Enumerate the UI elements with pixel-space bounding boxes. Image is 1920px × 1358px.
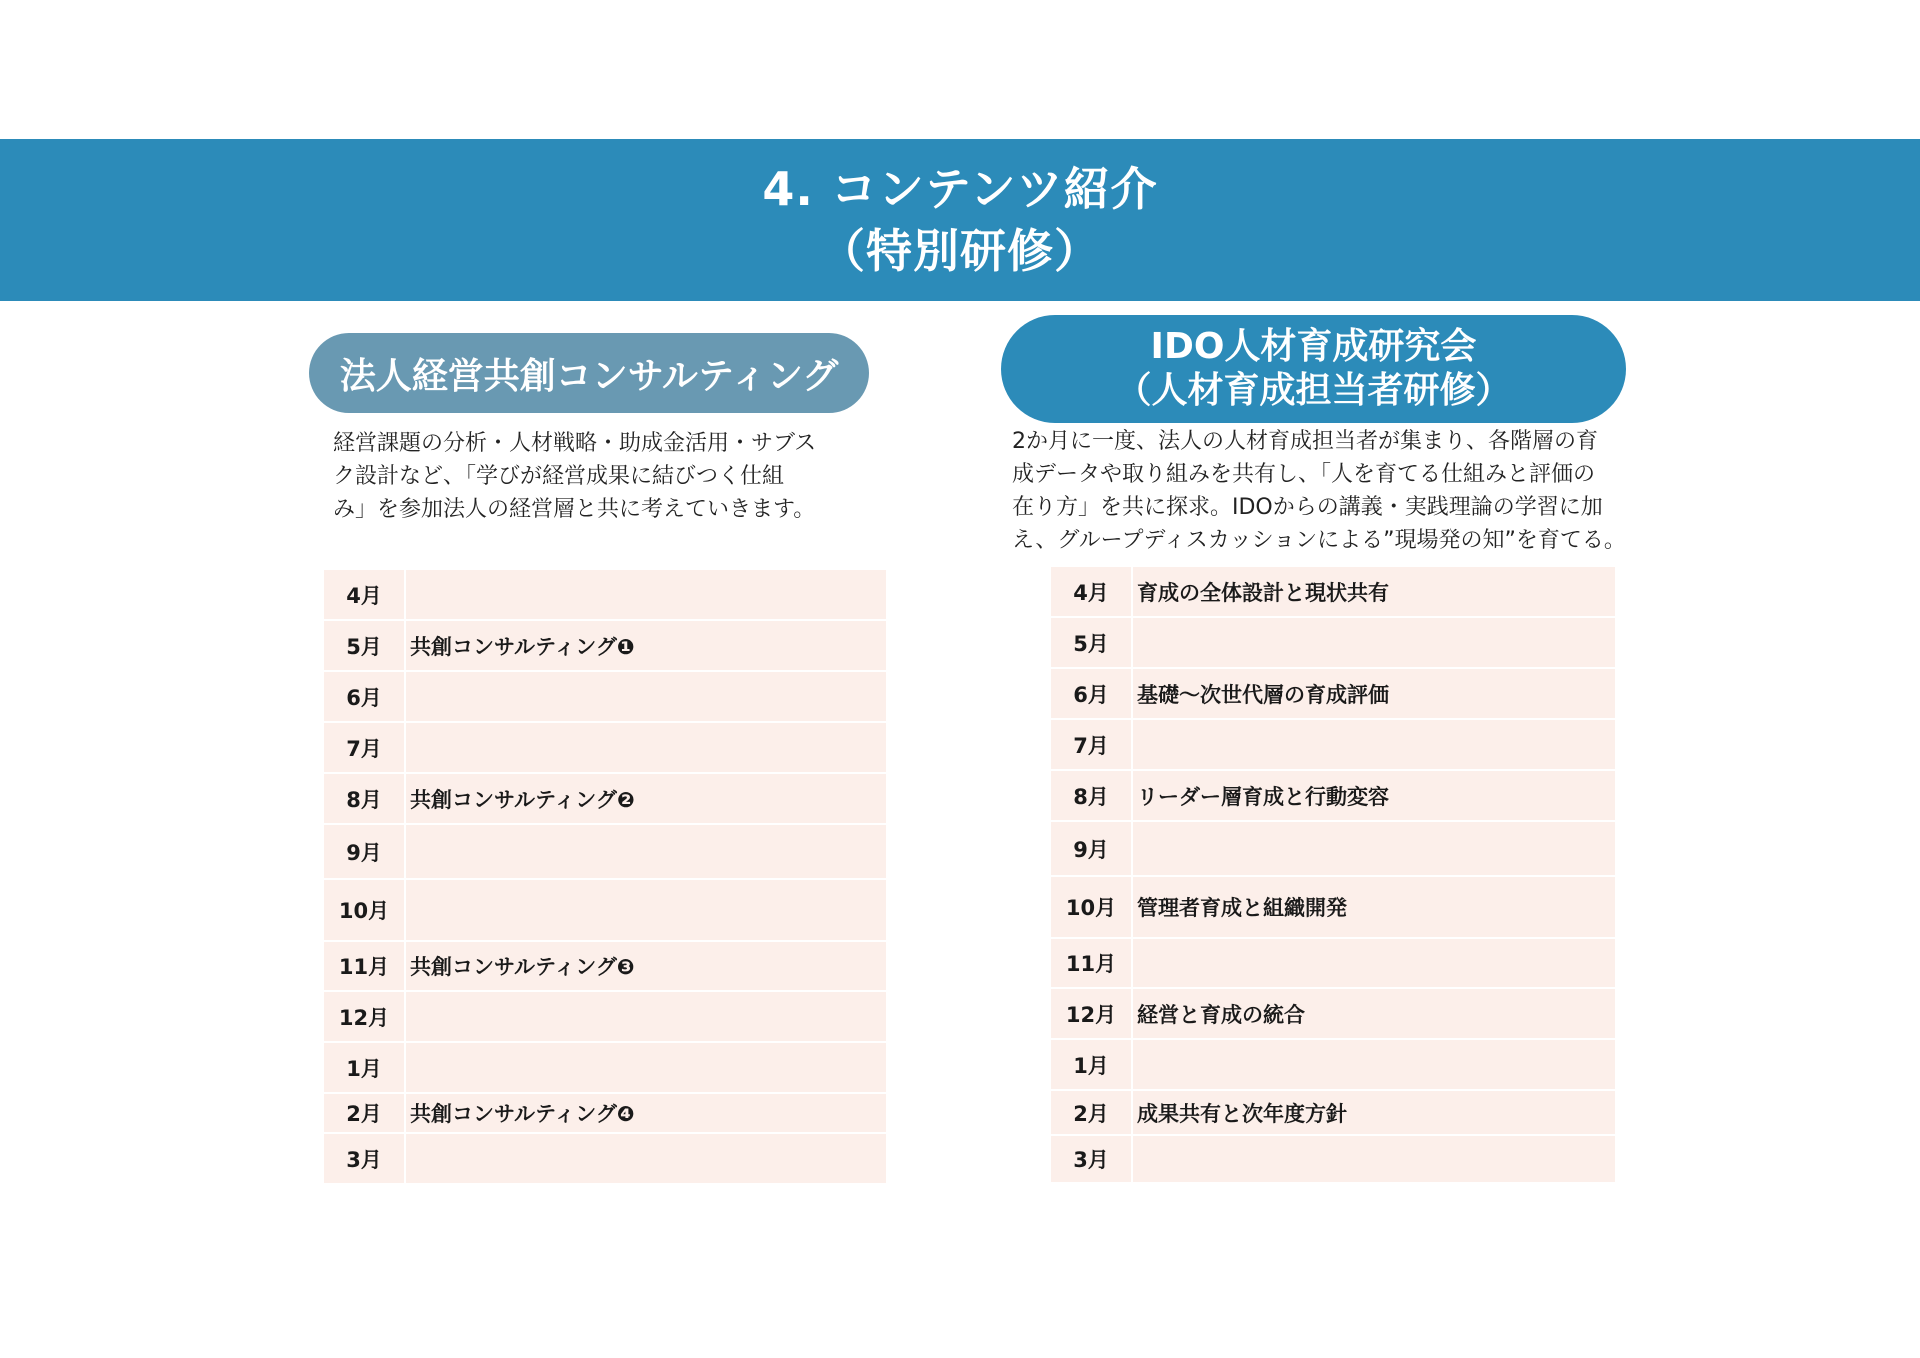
month-cell: 7月: [324, 722, 405, 773]
right-title-line1: IDO人材育成研究会: [1150, 326, 1477, 367]
event-cell: [405, 824, 886, 879]
event-cell: 育成の全体設計と現状共有: [1132, 567, 1615, 617]
right-desc-line: え、グループディスカッションによる”現場発の知”を育てる。: [1012, 528, 1626, 553]
schedule-row: [1051, 821, 1615, 876]
schedule-row: [324, 722, 886, 773]
schedule-row: [324, 1133, 886, 1184]
schedule-row: [324, 941, 886, 991]
right-desc-line: 成データや取り組みを共有し、「人を育てる仕組みと評価の: [1012, 462, 1596, 487]
event-cell: 共創コンサルティング❷: [405, 773, 886, 824]
month-cell: 4月: [324, 570, 405, 620]
month-cell: 1月: [1051, 1039, 1132, 1090]
month-cell: 10月: [324, 879, 405, 941]
schedule-row: [1051, 938, 1615, 988]
event-cell: 成果共有と次年度方針: [1132, 1090, 1615, 1135]
schedule-row: [324, 991, 886, 1042]
left-description: [333, 427, 883, 526]
month-cell: 2月: [324, 1093, 405, 1133]
month-cell: 10月: [1051, 876, 1132, 938]
month-cell: 2月: [1051, 1090, 1132, 1135]
schedule-row: [324, 773, 886, 824]
right-title-line2: （人材育成担当者研修）: [1115, 370, 1512, 411]
schedule-row: [1051, 719, 1615, 770]
event-cell: 共創コンサルティング❸: [405, 941, 886, 991]
event-cell: [1132, 1135, 1615, 1183]
event-cell: [405, 1042, 886, 1093]
month-cell: 5月: [324, 620, 405, 671]
event-cell: 共創コンサルティング❹: [405, 1093, 886, 1133]
month-cell: 8月: [1051, 770, 1132, 821]
page-subtitle: （特別研修）: [819, 224, 1101, 278]
left-section-title: [309, 333, 869, 413]
event-cell: [405, 991, 886, 1042]
event-cell: リーダー層育成と行動変容: [1132, 770, 1615, 821]
event-cell: [405, 570, 886, 620]
schedule-row: [1051, 988, 1615, 1039]
event-cell: 管理者育成と組織開発: [1132, 876, 1615, 938]
month-cell: 8月: [324, 773, 405, 824]
month-cell: 6月: [1051, 668, 1132, 719]
month-cell: 9月: [324, 824, 405, 879]
event-cell: [1132, 938, 1615, 988]
event-cell: [405, 671, 886, 722]
event-cell: [1132, 617, 1615, 668]
schedule-row: [1051, 1135, 1615, 1183]
month-cell: 9月: [1051, 821, 1132, 876]
month-cell: 4月: [1051, 567, 1132, 617]
month-cell: 3月: [1051, 1135, 1132, 1183]
event-cell: [405, 1133, 886, 1184]
month-cell: 3月: [324, 1133, 405, 1184]
event-cell: 共創コンサルティング❶: [405, 620, 886, 671]
event-cell: [1132, 821, 1615, 876]
schedule-row: [324, 1042, 886, 1093]
event-cell: [405, 722, 886, 773]
month-cell: 11月: [1051, 938, 1132, 988]
left-schedule-table: [324, 570, 886, 1185]
schedule-row: [1051, 567, 1615, 617]
right-desc-line: 2か月に一度、法人の人材育成担当者が集まり、各階層の育: [1012, 429, 1598, 454]
schedule-row: [1051, 1090, 1615, 1135]
schedule-row: [324, 1093, 886, 1133]
month-cell: 7月: [1051, 719, 1132, 770]
schedule-row: [324, 879, 886, 941]
schedule-row: [324, 824, 886, 879]
right-section-title: [1001, 315, 1626, 423]
schedule-row: [324, 620, 886, 671]
schedule-row: [1051, 617, 1615, 668]
event-cell: [1132, 719, 1615, 770]
schedule-row: [1051, 770, 1615, 821]
month-cell: 12月: [1051, 988, 1132, 1039]
month-cell: 5月: [1051, 617, 1132, 668]
header-banner: [0, 139, 1920, 301]
event-cell: [1132, 1039, 1615, 1090]
month-cell: 12月: [324, 991, 405, 1042]
left-title-text: 法人経営共創コンサルティング: [339, 355, 839, 397]
left-desc-line: ク設計など、「学びが経営成果に結びつく仕組: [333, 464, 785, 489]
schedule-row: [324, 671, 886, 722]
schedule-row: [1051, 1039, 1615, 1090]
month-cell: 11月: [324, 941, 405, 991]
event-cell: [405, 879, 886, 941]
event-cell: 基礎～次世代層の育成評価: [1132, 668, 1615, 719]
schedule-row: [1051, 876, 1615, 938]
month-cell: 1月: [324, 1042, 405, 1093]
right-description: [1012, 425, 1692, 557]
month-cell: 6月: [324, 671, 405, 722]
page-title: 4. コンテンツ紹介: [762, 162, 1158, 216]
right-schedule-table: [1051, 567, 1615, 1184]
right-desc-line: 在り方」を共に探求。IDOからの講義・実践理論の学習に加: [1012, 495, 1603, 520]
left-desc-line: 経営課題の分析・人材戦略・助成金活用・サブス: [333, 431, 817, 456]
left-desc-line: み」を参加法人の経営層と共に考えていきます。: [333, 497, 816, 522]
event-cell: 経営と育成の統合: [1132, 988, 1615, 1039]
schedule-row: [324, 570, 886, 620]
schedule-row: [1051, 668, 1615, 719]
